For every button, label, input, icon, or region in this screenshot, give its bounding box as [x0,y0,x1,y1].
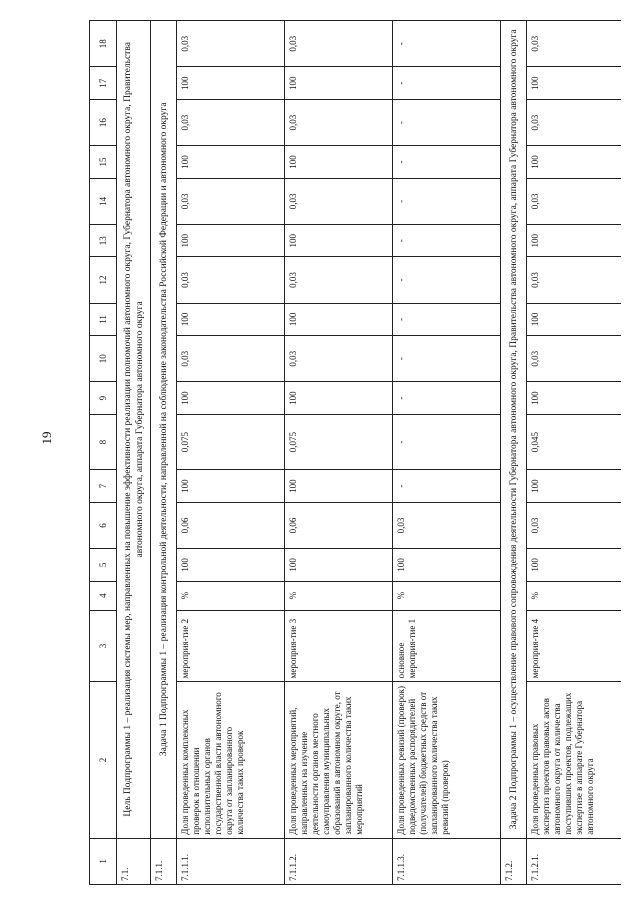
value-cell: 0,03 [393,502,501,548]
section-row [501,21,527,885]
value-cell: 100 [177,146,285,178]
value-cell: - [393,470,501,502]
column-header: 13 [90,224,117,256]
value-cell: 100 [527,146,622,178]
indicator-row [285,21,393,885]
value-cell: 100 [527,549,622,581]
section-row [151,21,177,885]
row-code: 7.1.2. [501,838,527,884]
value-cell: 0,03 [527,21,622,68]
row-code: 7.1.1.2. [285,838,393,884]
indicator-name: Доля проведенных комплексных проверок в отношении исполнительных органов государственной власти автономного округа от запланированного количества таких проверок [177,682,285,838]
value-cell: 0,03 [177,336,285,382]
column-header: 6 [90,502,117,548]
value-cell: 0,06 [285,502,393,548]
event-reference: мероприя-тие 4 [527,610,622,682]
value-cell: - [393,414,501,470]
column-header: 5 [90,549,117,581]
value-cell: 100 [177,224,285,256]
value-cell: 100 [285,549,393,581]
value-cell: - [393,21,501,68]
value-cell: 100 [285,67,393,99]
document-table-area [89,20,621,885]
value-cell: 0,03 [285,178,393,224]
event-reference: мероприя-тие 2 [177,610,285,682]
value-cell: - [393,224,501,256]
indicator-row [177,21,285,885]
column-header: 8 [90,414,117,470]
column-header: 11 [90,303,117,335]
value-cell: - [393,99,501,145]
section-row [117,21,151,885]
value-cell: 100 [177,470,285,502]
row-code: 7.1.1.1. [177,838,285,884]
unit-cell: % [393,581,501,610]
value-cell: 100 [285,224,393,256]
column-header: 3 [90,610,117,682]
value-cell: 0,03 [177,178,285,224]
column-header: 18 [90,21,117,68]
indicator-name: Доля проведенных ревизий (проверок) подведомственных распорядителей (получателей) бюджетных средств от запланированного количества таких ревизий (проверок) [393,682,501,838]
value-cell: 0,03 [285,257,393,303]
value-cell: 0,06 [177,502,285,548]
value-cell: 0,045 [527,414,622,470]
value-cell: 0,03 [527,336,622,382]
column-header: 15 [90,146,117,178]
indicator-row [393,21,501,885]
column-header: 4 [90,581,117,610]
value-cell: 0,03 [527,257,622,303]
value-cell: 100 [177,303,285,335]
unit-cell: % [527,581,622,610]
event-reference: мероприя-тие 3 [285,610,393,682]
value-cell: - [393,146,501,178]
value-cell: 100 [177,382,285,414]
row-code: 7.1.1.3. [393,838,501,884]
indicators-table [89,20,621,885]
column-header: 16 [90,99,117,145]
section-title: Задача 1 Подпрограммы 1 – реализация контрольной деятельности, направленной на соблюдение законодательства Российской Федерации и автономного округа [151,21,177,839]
value-cell: 100 [527,224,622,256]
row-code: 7.1.1. [151,838,177,884]
page-number: 19 [39,431,54,445]
column-header: 14 [90,178,117,224]
value-cell: 0,03 [527,99,622,145]
value-cell: - [393,257,501,303]
unit-cell: % [177,581,285,610]
value-cell: 0,03 [285,336,393,382]
value-cell: 100 [527,303,622,335]
indicator-name: Доля проведенных мероприятий, направленных на изучение деятельности органов местного самоуправления муниципальных образований в автономном округе, от запланированного количества таких мероприятий [285,682,393,838]
section-title: Задача 2 Подпрограммы 1 – осуществление правового сопровождения деятельности Губернатора автономного округа, Правительства автономного округа, аппарата Губернатора автономного округа [501,21,527,839]
value-cell: 100 [285,470,393,502]
value-cell: 0,03 [177,21,285,68]
value-cell: 100 [285,146,393,178]
column-header: 1 [90,838,117,884]
value-cell: 100 [285,303,393,335]
column-header: 2 [90,682,117,838]
row-code: 7.1. [117,838,151,884]
value-cell: - [393,178,501,224]
value-cell: 100 [527,382,622,414]
column-header: 10 [90,336,117,382]
value-cell: - [393,67,501,99]
value-cell: 100 [177,67,285,99]
column-header: 12 [90,257,117,303]
column-header: 17 [90,67,117,99]
value-cell: 100 [177,549,285,581]
event-reference: основное мероприя-тие 1 [393,610,501,682]
value-cell: 100 [527,470,622,502]
value-cell: 0,03 [177,257,285,303]
value-cell: 100 [393,549,501,581]
value-cell: 0,075 [285,414,393,470]
row-code: 7.1.2.1. [527,838,622,884]
value-cell: 100 [527,67,622,99]
value-cell: 100 [285,382,393,414]
value-cell: 0,03 [285,99,393,145]
section-title: Цель Подпрограммы 1 – реализация системы мер, направленных на повышение эффективности реализации полномочий автономного округа, Губернатора автономного округа, Правительства автономного округа, аппарата Губернатора автономного округа [117,21,151,839]
value-cell: - [393,382,501,414]
value-cell: 0,075 [177,414,285,470]
value-cell: - [393,336,501,382]
value-cell: - [393,303,501,335]
indicator-name: Доля проведенных правовых экспертиз проектов правовых актов автономного округа от количества поступивших проектов, подлежащих экспертизе в аппарате Губернатора автономного округа [527,682,622,838]
value-cell: 0,03 [527,502,622,548]
column-header: 7 [90,470,117,502]
value-cell: 0,03 [527,178,622,224]
column-header: 9 [90,382,117,414]
unit-cell: % [285,581,393,610]
value-cell: 0,03 [177,99,285,145]
header-row [90,21,117,885]
value-cell: 0,03 [285,21,393,68]
indicator-row [527,21,622,885]
